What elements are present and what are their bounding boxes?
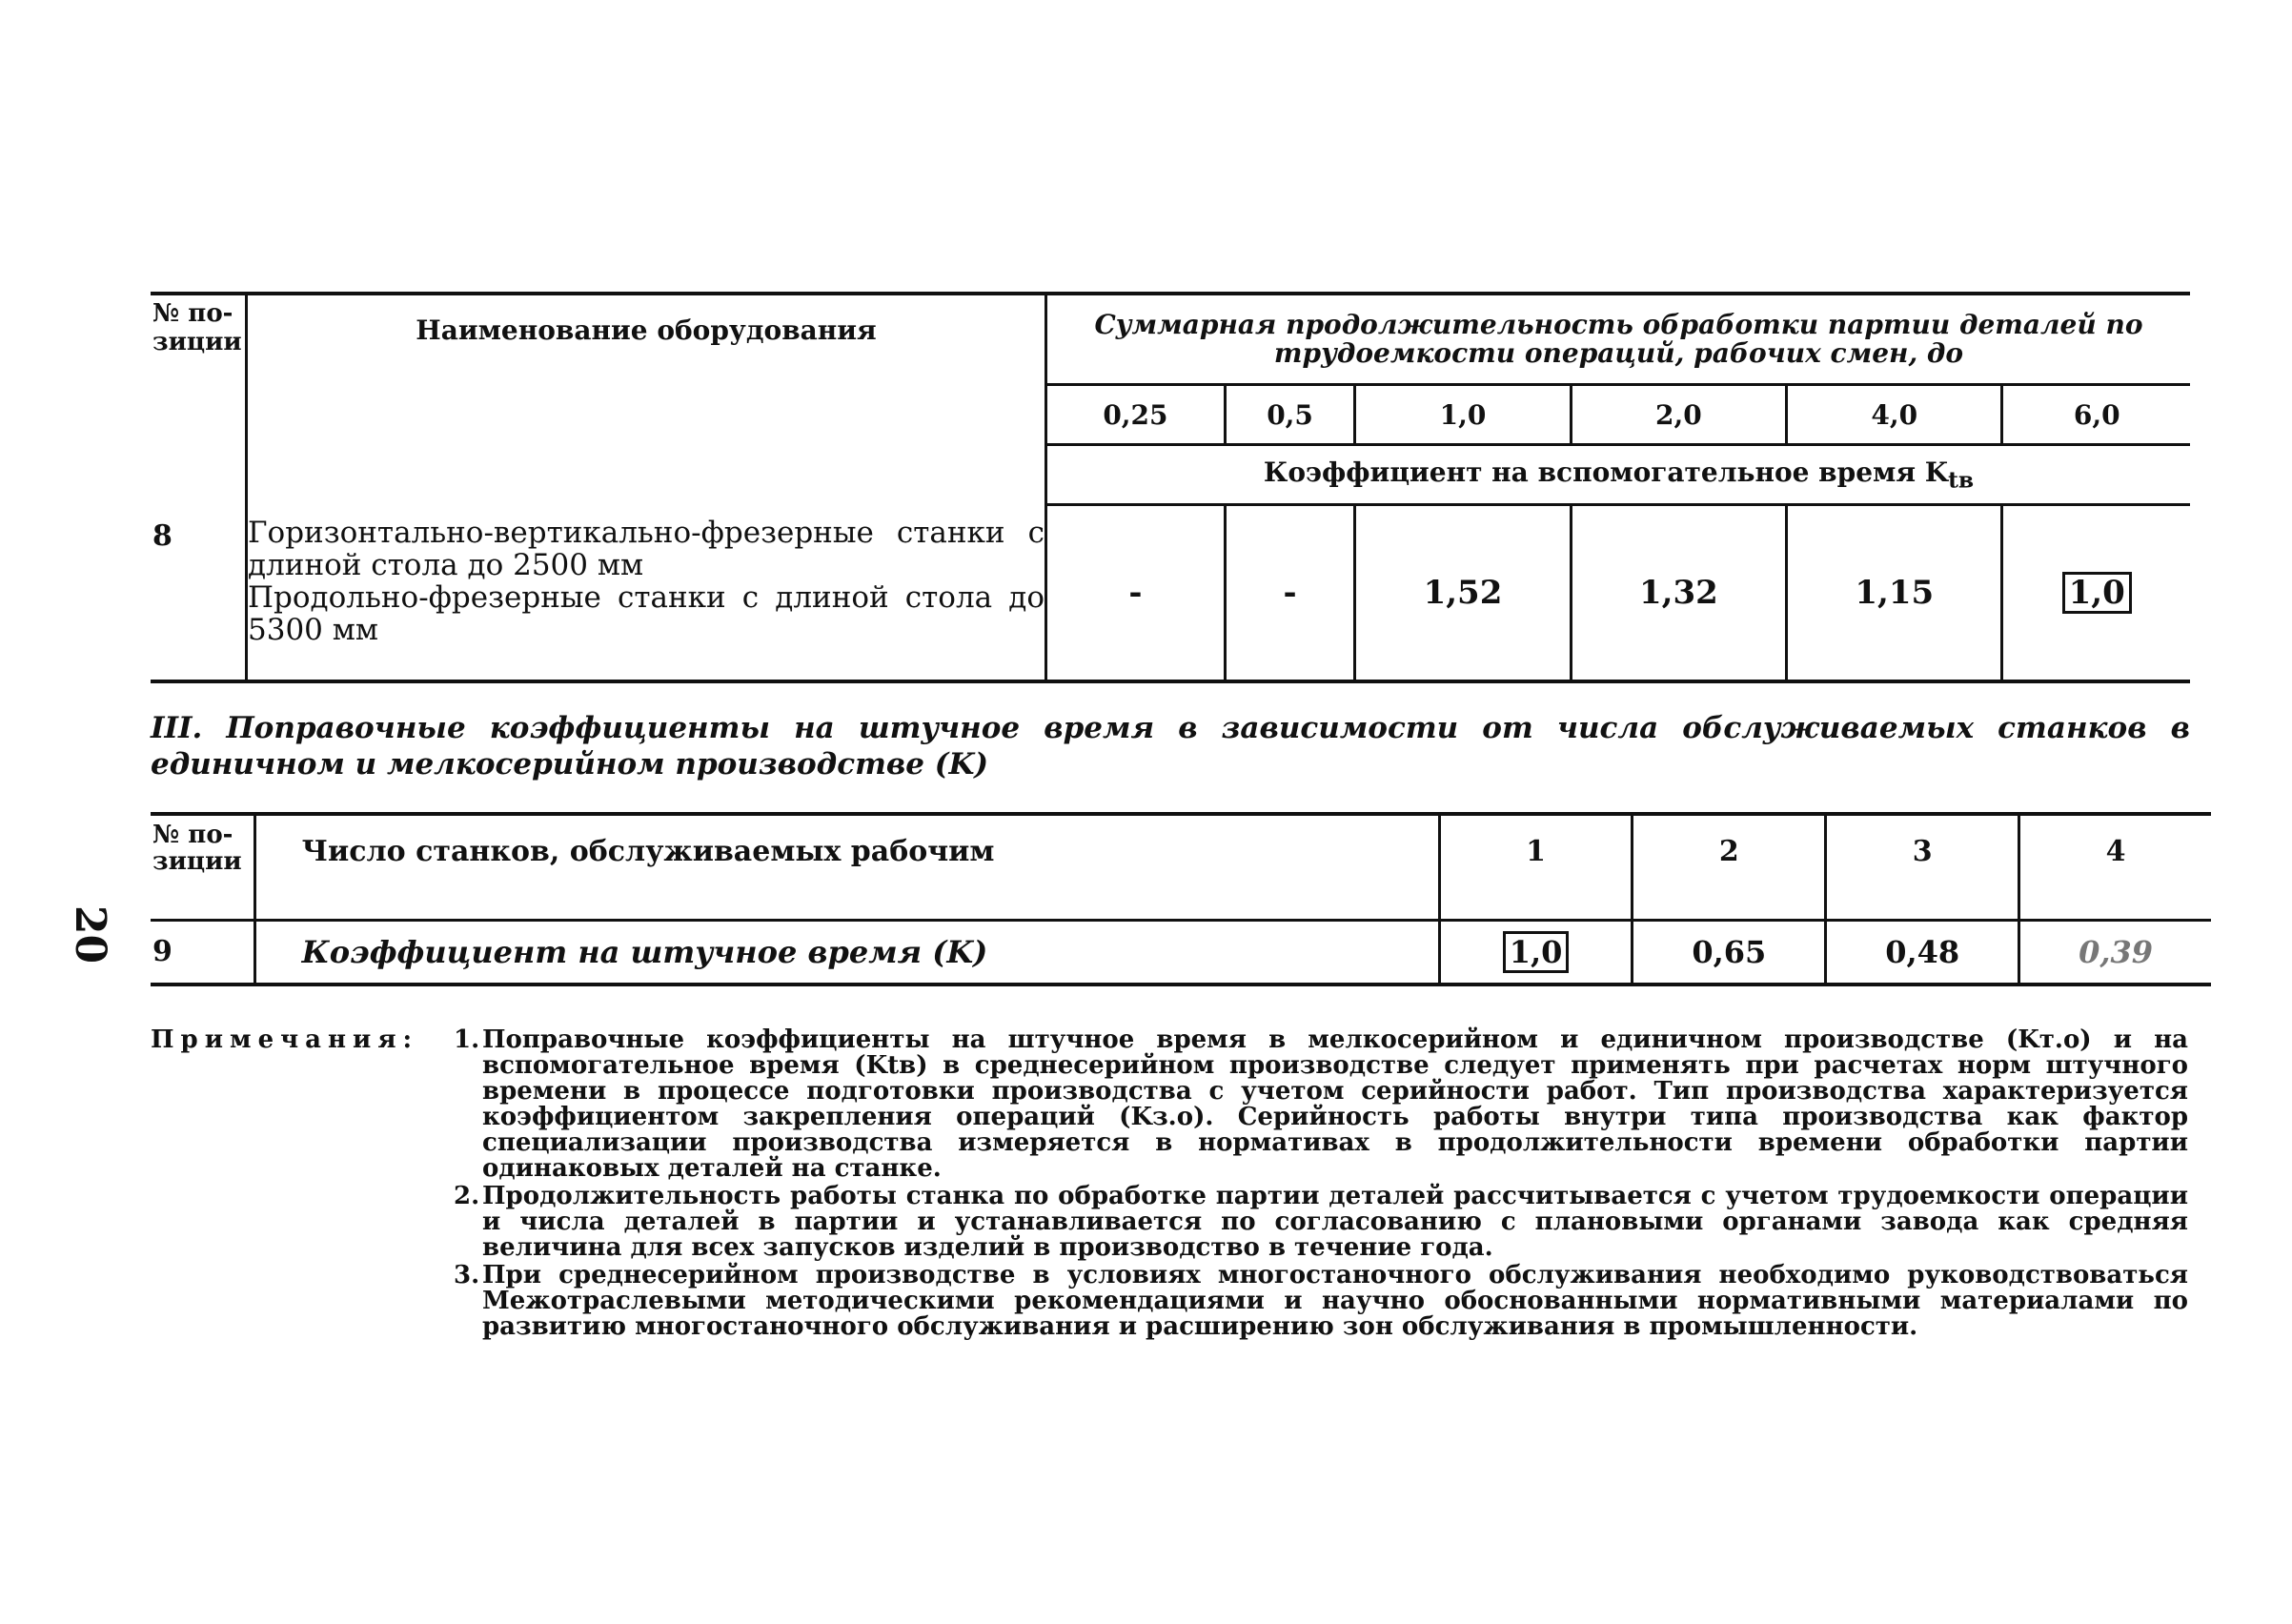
notes-list — [454, 1025, 2188, 1342]
header-total-duration: Суммарная продолжительность обработки партии деталей по трудоемкости операций, рабочих смен, до — [1046, 294, 2191, 385]
column-header: 6,0 — [2002, 385, 2190, 445]
cell-value: 1,52 — [1355, 505, 1571, 681]
cell-value-boxed — [1439, 921, 1633, 985]
column-header: 4,0 — [1787, 385, 2002, 445]
note-text: Поправочные коэффициенты на штучное время в мелкосерийном и единичном производстве (Kт.о) и на вспомогательное время (Ktв) в среднесерийном производстве следует применять при расчетах норм штучного времени в процессе подготовки производства с учетом серийности работ. Тип производства характеризуется коэффициентом закрепления операций (Kз.о). Серийность работы внутри типа производства как фактор специализации производства измеряется в нормативах в продолжительности времени обработки партии одинаковых деталей на станке. — [482, 1025, 2188, 1183]
faded-value: 0,39 — [2079, 934, 2154, 970]
cell-value: 1,15 — [1787, 505, 2002, 681]
note-number: 2. — [454, 1182, 480, 1210]
cell-value-boxed — [2002, 505, 2190, 681]
column-header: 0,25 — [1046, 385, 1226, 445]
coefficient-header — [1046, 445, 2191, 505]
table-row — [151, 921, 2211, 985]
column-header: 2 — [1633, 814, 1826, 921]
row-position: 9 — [151, 921, 254, 985]
header-equipment-name: Наименование оборудования — [247, 294, 1046, 505]
column-header: 1 — [1439, 814, 1633, 921]
note-number: 3. — [454, 1261, 480, 1289]
header-machines-label: Число станков, обслуживаемых рабочим — [254, 814, 1439, 921]
coefficient-subscript: tв — [1948, 466, 1975, 494]
coefficient-label: Коэффициент на вспомогательное время K — [1263, 456, 1949, 488]
notes-label: Примечания: — [151, 1025, 419, 1054]
header-position: № по- зиции — [151, 294, 247, 505]
note-text: При среднесерийном производстве в условиях многостаночного обслуживания необходимо руководствоваться Межотраслевыми методическими рекомендациями и научно обоснованными нормативными материалами по развитию многостаночного обслуживания и расширению зон обслуживания в промышленности. — [482, 1261, 2188, 1341]
section-title: III. Поправочные коэффициенты на штучное время в зависимости от числа обслуживаемых станков в единичном и мелкосерийном производстве (K) — [151, 711, 2190, 782]
cell-value: 0,48 — [1826, 921, 2019, 985]
note-number: 1. — [454, 1025, 480, 1054]
column-header: 0,5 — [1225, 385, 1354, 445]
column-header: 2,0 — [1571, 385, 1786, 445]
cell-value — [2019, 921, 2211, 985]
row-equipment-name — [247, 505, 1046, 681]
boxed-value: 1,0 — [1503, 931, 1570, 973]
column-header: 3 — [1826, 814, 2019, 921]
cell-value: - — [1225, 505, 1354, 681]
row-label: Коэффициент на штучное время (K) — [254, 921, 1439, 985]
table-row — [151, 505, 2190, 681]
equipment-line: Горизонтально-вертикально-фрезерные станки с длиной стола до 2500 мм — [248, 515, 1045, 582]
column-header: 1,0 — [1355, 385, 1571, 445]
note-item — [454, 1025, 2188, 1183]
column-header: 4 — [2019, 814, 2211, 921]
cell-value: 1,32 — [1571, 505, 1786, 681]
row-position: 8 — [151, 505, 247, 681]
note-item — [454, 1261, 2188, 1341]
boxed-value: 1,0 — [2062, 572, 2132, 614]
page-number: 20 — [66, 904, 115, 964]
equipment-line: Продольно-фрезерные станки с длиной стола до 5300 мм — [248, 579, 1045, 647]
note-text: Продолжительность работы станка по обработке партии деталей рассчитывается с учетом трудоемкости операции и числа деталей в партии и устанавливается по согласованию с плановыми органами завода как средняя величина для всех запусков изделий в производство в течение года. — [482, 1182, 2188, 1262]
machines-coefficient-table — [151, 812, 2211, 986]
cell-value: 0,65 — [1633, 921, 1826, 985]
equipment-coefficient-table — [151, 292, 2190, 683]
note-item — [454, 1182, 2188, 1262]
cell-value: - — [1046, 505, 1226, 681]
header-position: № по- зиции — [151, 814, 254, 921]
